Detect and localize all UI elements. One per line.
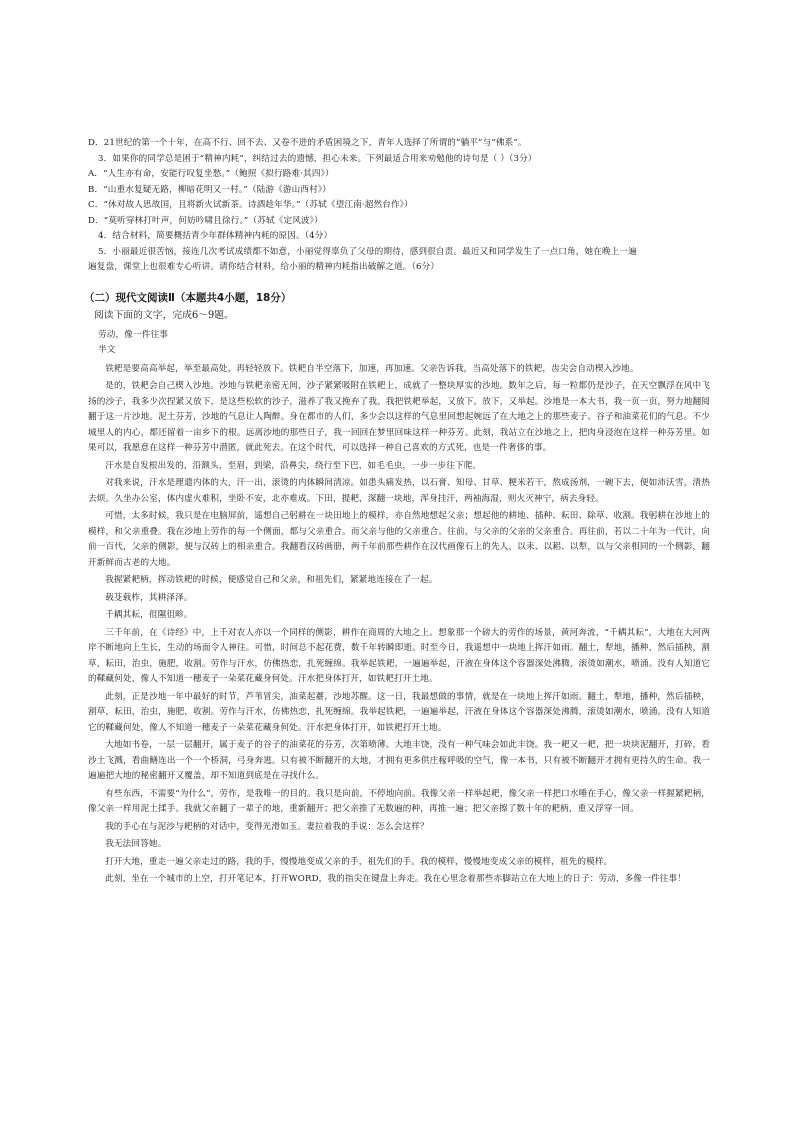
essay-paragraph: 对我来说，汗水是理遣内体的大，汗一出，滚烫的内体瞬间清凉。如患头痛发热，以石膏、知母、甘草、粳米若干，熬成汤剂，一碗下去，便如沛沃雪，清热去烦。久坐办公室，体内虚火难积，坐卧不安，北亦难成。下田，提耙，深翻一块地，浑身挂汗，两袖海湿，则火灭神宁，病去身轻。 [88, 478, 710, 504]
poem-line: 载芟载柞，其耕泽泽。 [105, 592, 193, 603]
section-title: （二）现代文阅读Ⅱ（本题共4小题，18分） [84, 291, 292, 304]
question-5-line-2: 遍复盘，课堂上也很难专心听讲。请你结合材料，给小丽的精神内耗指出破解之道。（6分） [88, 262, 440, 272]
question-3-option-a: A．“人生亦有命，安能行叹复坐愁。”（鲍照《拟行路难·其四》） [88, 169, 334, 179]
essay-paragraph: 此刻，坐在一个城市的上空，打开笔记本，打开WORD，我的指尖在键盘上奔走。我在心里念着那些赤脚站立在大地上的日子：劳动，多像一件往事！ [105, 874, 686, 884]
question-3-option-d: D．“莫听穿林打叶声，何妨吟啸且徐行。”（苏轼《定风波》） [88, 215, 323, 226]
question-3-option-c: C．“休对故人思故国，且将新火试新茶。诗酒趁年华。”（苏轼《望江南·超然台作》） [88, 200, 413, 210]
essay-author: 半文 [98, 345, 116, 355]
essay-paragraph: 我握紧耙柄，挥动铁耙的时候，便感觉自己和父亲，和祖先们，紧紧地连接在了一起。 [105, 575, 438, 585]
essay-title: 劳动，像一件往事 [98, 329, 168, 340]
essay-paragraph: 此刻，正是沙地一年中最好的时节，芦苇冒尖，油菜起薹，沙地苏醒。这一日，我最想做的事情，就是在一块地上挥汗如雨。翻土，犁地，播种，然后插秧，割草，耘田，治虫，施肥，收割。劳作与汗水，仿佛热恋，扎死缠绵。我举起铁耙，一遍遍举起，汗液在身体这个容器深处沸腾，滚烫如潮水，喷涌。没有人知道它的鞣藏何处，像人不知道一穗麦子一朵菜花藏身何处。汗水把身体打开，如铁耙打开土地。 [88, 691, 710, 733]
essay-paragraph: 三千年前，在《诗经》中，上千对农人亦以一个同样的侧影，耕作在商周的大地之上。想象那一个磅大的劳作的场景，黄河奔流，“千耦其耘”，大地在大河两岸不断地向上生长，生动的场面令人神往。可惜，时间总不起花费，数千年转瞬即逝。时至今日，我遥想中一块地上挥汗如雨。翻土，犁地，播种，然后插秧，割草，耘田，治虫，施肥，收割。劳作与汗水，仿佛热恋，扎死缠绵。我举起铁耙，一遍遍举起，汗液在身体这个容器深处沸腾，滚烫如潮水，喷涌。没有人知道它的鞣藏何处，像人不知道一穗麦子一朵菜花藏身何处。汗水把身体打开，如铁耙打开土地。 [88, 627, 710, 684]
question-4: 4．结合材料，简要概括青少年群体精神内耗的原因。（4分） [98, 231, 333, 241]
section-intro: 阅读下面的文字，完成6～9题。 [94, 309, 234, 321]
option-d: D．21世纪的第一个十年，在高不行、回不去、又卷不进的矛盾困境之下，青年人选择了所谓的“躺平”与“佛系”。 [88, 138, 527, 148]
questions-block [88, 136, 710, 276]
poem-line: 千耦其耘，徂隰徂畛。 [105, 610, 193, 620]
essay-paragraph: 打开大地，重走一遍父亲走过的路，我的手，慢慢地变成父亲的手，祖先们的手。我的模样，慢慢地变成父亲的模样，祖先的模样。 [105, 856, 613, 867]
essay-paragraph: 大地如书卷，一层一层翻开，属于麦子的谷子的油菜花的芬芳，次第喷薄。大地丰饶，没有一种气味会如此丰饶。我一耙又一耙，把一块块泥翻开，打碎，看沙土飞溅，看曲鳝连出一个一个桥洞，弓身奔逃。只有被不断翻开的大地，才拥有更多供庄稼呼吸的空气，像一本书，只有被不断翻开才拥有更持久的生命。我一遍遍把大地的秘密翻开又覆盖，却不知道到底是在寻找什么。 [88, 740, 710, 781]
essay-paragraph: 可惜，太多时候，我只是在电脑屏前，遥想自己躬耕在一块田地上的模样，亦自然地想起父亲；想起他的耕地、插种、耘田、除草、收割。我躬耕在沙地上的模样，和父亲重叠。我在沙地上劳作的每一个侧面，都与父亲重合。而父亲与他的父亲重合。往前，与父亲的父亲的父亲重合。再往前，若以二十年为一代计，向前一百代，父亲的侧影，便与汉砖上的相亲重合。我翻看汉砖画册，两千年前那些耕作在汉代画像石上的先人，以耒、以耜、以犁，以与父亲相同的一个侧影，翻开新鲜而古老的大地。 [88, 511, 710, 568]
question-5-line-1: 5．小丽最近很苦恼，接连几次考试成绩都不如意，小丽觉得辜负了父母的期待，感到很自责。最近又和同学发生了一点口角，她在晚上一遍 [98, 246, 637, 257]
essay-paragraph: 有些东西，不需要“为什么”，劳作，是我唯一的目的。我只是向前，不停地向前。我像父亲一样举起耙，像父亲一样把口水唾在手心，像父亲一样握紧耙柄，像父亲一样用泥土揉手。我就父亲翻了一辈子的地，重新翻开；把父亲推了无数遍的种，再推一遍；把父亲擦了数十年的耙柄，重又浮穿一回。 [88, 788, 710, 814]
essay-body [88, 362, 710, 888]
essay-paragraph: 是的，铁耙会自己楔入沙地。沙地与铁耙亲密无间，沙子紧紧吸附在铁耙上，成就了一整块厚实的沙地。数年之后，每一粒都仍是沙子，在天空飘浮在风中飞扬的沙子，我多少次捏紧又放下，是这些松软的沙子，滋养了我又挽弃了我。我把铁耙举起，又放下。放下，又举起。沙地是一本大书，我一页一页，努力地翻阅翻于这一片沙地。泥土芬芳，沙地的气息让人陶醉。身在都市的人们，多少会以这样的气息里回想起婉远了在大地之上的那些麦子、谷子和油菜花们的气息。不少城里人的内心，都还留着一亩乡下的根。远离沙地的那些日子，我一回回在梦里回味这样一种芬芳。此刻，我站立在沙地之上，把肉身浸泡在这样一种芬芳里。如果可以，我愿意在这样一种芬芳中潜匿，就此死去。在这个时代，可以选择一种自己喜欢的方式死，也是一件奢侈的事。 [88, 381, 710, 453]
question-3-option-b: B．“山重水复疑无路，柳暗花明又一村。”（陆游《游山西村》） [88, 184, 332, 195]
question-3: 3．如果你的同学总是困于“精神内耗”，纠结过去的遗憾，担心未来。下列最适合用来劝勉他的诗句是（ ）（3分） [98, 153, 537, 164]
essay-paragraph: 汗水是自发根出发的，沿额头，至眉，到梁，沿鼻尖，绕行至下巴，如毛毛虫，一步一步往下爬。 [105, 460, 482, 471]
essay-paragraph: 我无法回答她。 [105, 839, 167, 849]
essay-paragraph: 我的手心在与泥沙与耙柄的对话中，变得光滑如玉。妻拉着我的手说：怎么会这样？ [105, 821, 429, 832]
essay-paragraph: 铁耙是要高高举起，举至最高处，再轻轻放下。铁耙自半空落下，加速，再加速。父亲告诉我，当高处落下的铁耙，齿尖会自动楔入沙地。 [105, 363, 639, 374]
